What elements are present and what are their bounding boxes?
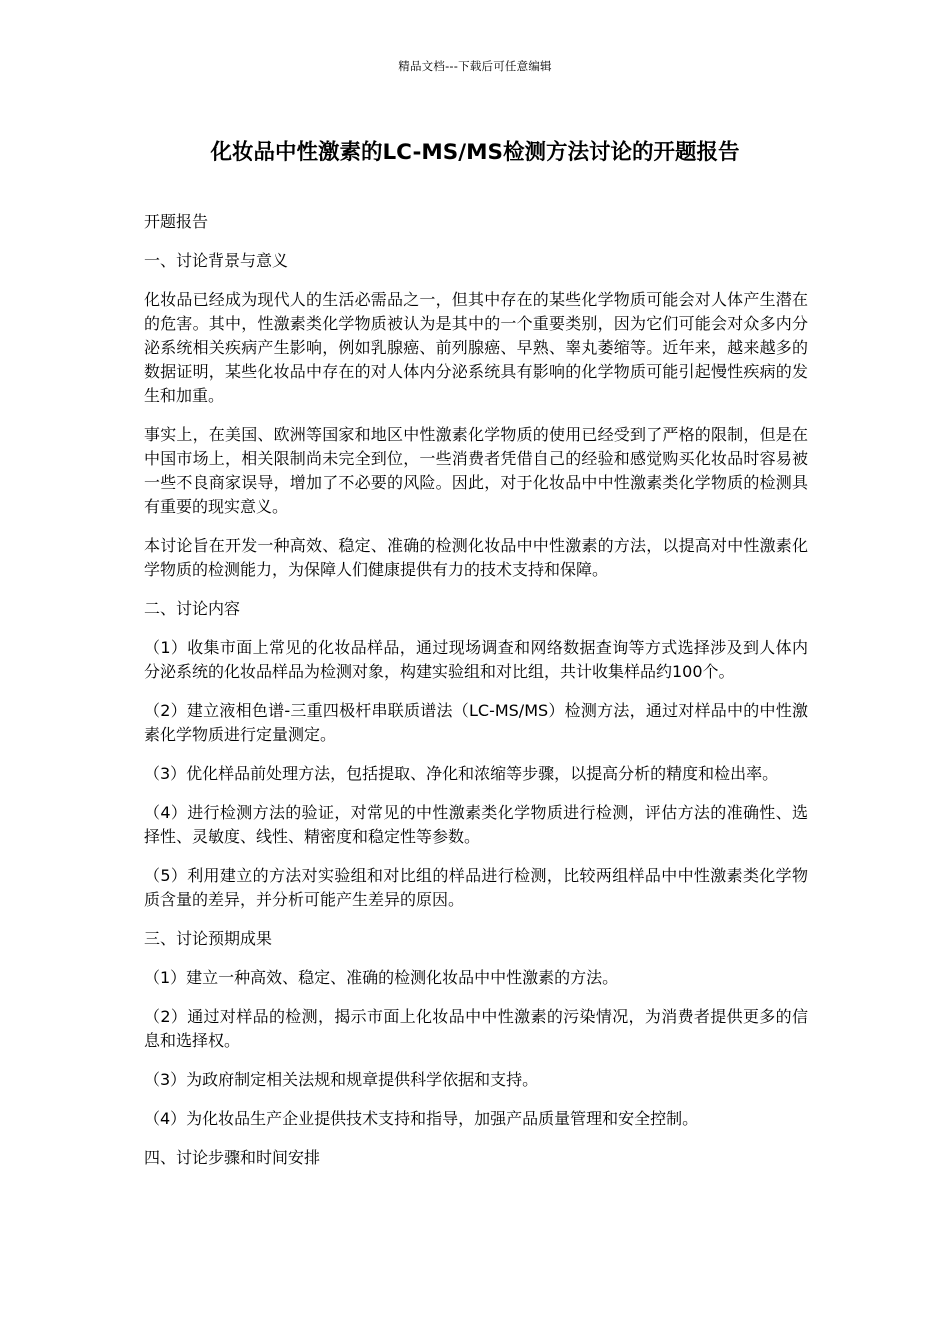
document-title: 化妆品中性激素的LC-MS/MS检测方法讨论的开题报告 — [210, 140, 740, 165]
list-item: （2）建立液相色谱-三重四极杆串联质谱法（LC-MS/MS）检测方法，通过对样品中的中性激素化学物质进行定量测定。 — [144, 701, 808, 744]
list-item: （2）通过对样品的检测，揭示市面上化妆品中中性激素的污染情况，为消费者提供更多的信息和选择权。 — [144, 1007, 808, 1050]
list-item: （3）优化样品前处理方法，包括提取、净化和浓缩等步骤，以提高分析的精度和检出率。 — [144, 764, 779, 783]
list-item: （1）收集市面上常见的化妆品样品，通过现场调查和网络数据查询等方式选择涉及到人体内分泌系统的化妆品样品为检测对象，构建实验组和对比组，共计收集样品约100个。 — [144, 638, 808, 681]
list-item: （1）建立一种高效、稳定、准确的检测化妆品中中性激素的方法。 — [144, 968, 619, 987]
list-item: （3）为政府制定相关法规和规章提供科学依据和支持。 — [144, 1070, 539, 1089]
section-heading-schedule: 四、讨论步骤和时间安排 — [144, 1148, 321, 1167]
page-header: 精品文档---下载后可任意编辑 — [398, 59, 552, 73]
section-heading-expected-results: 三、讨论预期成果 — [144, 929, 273, 948]
paragraph: 事实上，在美国、欧洲等国家和地区中性激素化学物质的使用已经受到了严格的限制，但是在中国市场上，相关限制尚未完全到位，一些消费者凭借自己的经验和感觉购买化妆品时容易被一些不良商家误导，增加了不必要的风险。因此，对于化妆品中中性激素类化学物质的检测具有重要的现实意义。 — [144, 425, 808, 516]
section-heading-background: 一、讨论背景与意义 — [144, 251, 289, 270]
list-item: （5）利用建立的方法对实验组和对比组的样品进行检测，比较两组样品中中性激素类化学物质含量的差异，并分析可能产生差异的原因。 — [144, 866, 808, 909]
document-body — [144, 210, 808, 1185]
paragraph: 化妆品已经成为现代人的生活必需品之一，但其中存在的某些化学物质可能会对人体产生潜在的危害。其中，性激素类化学物质被认为是其中的一个重要类别，因为它们可能会对众多内分泌系统相关疾病产生影响，例如乳腺癌、前列腺癌、早熟、睾丸萎缩等。近年来，越来越多的数据证明，某些化妆品中存在的对人体内分泌系统具有影响的化学物质可能引起慢性疾病的发生和加重。 — [144, 290, 808, 405]
list-item: （4）为化妆品生产企业提供技术支持和指导，加强产品质量管理和安全控制。 — [144, 1109, 699, 1128]
paragraph: 本讨论旨在开发一种高效、稳定、准确的检测化妆品中中性激素的方法，以提高对中性激素化学物质的检测能力，为保障人们健康提供有力的技术支持和保障。 — [144, 536, 808, 579]
section-heading-content: 二、讨论内容 — [144, 599, 241, 618]
list-item: （4）进行检测方法的验证，对常见的中性激素类化学物质进行检测，评估方法的准确性、选择性、灵敏度、线性、精密度和稳定性等参数。 — [144, 803, 808, 846]
report-label: 开题报告 — [144, 212, 209, 231]
